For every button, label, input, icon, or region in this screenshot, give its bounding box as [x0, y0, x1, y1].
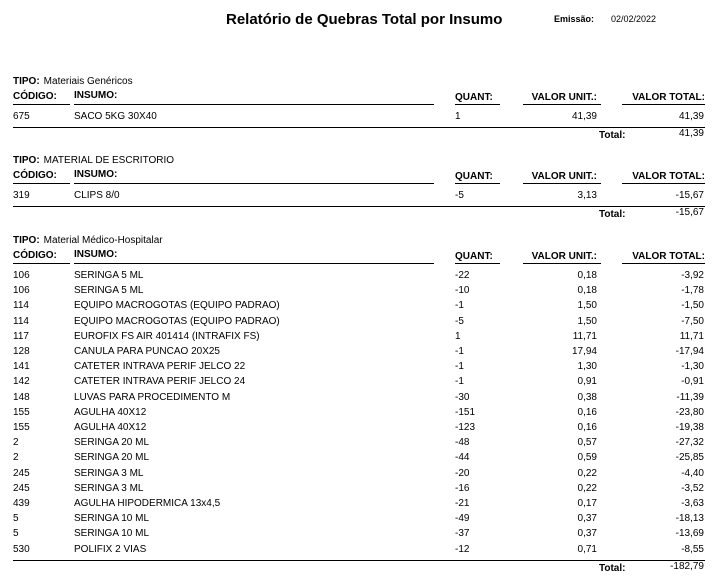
table-row: [0, 483, 727, 498]
report-header: [0, 0, 727, 40]
table-row: [0, 498, 727, 513]
row-codigo: 155: [13, 422, 30, 433]
row-codigo: 675: [13, 111, 30, 122]
table-row: [0, 528, 727, 543]
row-quant: 1: [455, 330, 461, 342]
header-valor-unit: VALOR UNIT.:: [531, 251, 597, 262]
table-row: [0, 270, 727, 285]
row-valor-unit: 3,13: [577, 190, 597, 201]
row-codigo: 114: [13, 315, 29, 327]
row-quant: -10: [455, 285, 470, 297]
row-valor-total: -1,30: [681, 361, 704, 373]
header-insumo: INSUMO:: [74, 90, 118, 101]
table-row: [0, 316, 727, 331]
row-quant: -1: [455, 346, 464, 357]
tipo-label: TIPO:: [13, 155, 40, 166]
row-insumo: EQUIPO MACROGOTAS (EQUIPO PADRAO): [74, 300, 280, 312]
row-codigo: 117: [13, 330, 29, 342]
row-valor-unit: 1,50: [577, 315, 597, 327]
header-underline: [622, 263, 705, 264]
row-valor-unit: 11,71: [572, 330, 597, 342]
tipo-line: [13, 155, 174, 166]
row-insumo: AGULHA HIPODERMICA 13x4,5: [74, 498, 221, 509]
row-codigo: 5: [13, 528, 19, 540]
row-valor-total: -23,80: [675, 406, 704, 418]
row-valor-unit: 41,39: [571, 111, 597, 122]
total-value: -182,79: [670, 560, 704, 572]
table-row: [0, 285, 727, 300]
total-label: Total:: [599, 562, 626, 574]
header-codigo: CÓDIGO:: [13, 91, 57, 102]
table-row: [0, 111, 727, 126]
row-valor-total: -8,55: [681, 543, 704, 555]
row-quant: -22: [455, 270, 470, 281]
row-insumo: SACO 5KG 30X40: [74, 111, 157, 122]
header-underline: [74, 263, 434, 264]
row-insumo: CANULA PARA PUNCAO 20X25: [74, 346, 220, 357]
row-insumo: AGULHA 40X12: [74, 422, 147, 433]
row-quant: -1: [455, 376, 464, 388]
row-valor-total: -27,32: [675, 437, 704, 449]
row-valor-unit: 0,22: [577, 482, 597, 494]
row-valor-total: -25,85: [675, 452, 704, 464]
row-quant: -49: [455, 513, 470, 525]
row-quant: -5: [455, 190, 464, 201]
row-valor-total: -19,38: [675, 422, 704, 433]
row-valor-unit: 0,18: [577, 285, 597, 297]
emissao-date: 02/02/2022: [611, 14, 657, 24]
row-codigo: 148: [13, 391, 30, 403]
row-quant: -151: [455, 406, 476, 418]
total-value: -15,67: [675, 207, 704, 219]
row-valor-unit: 0,16: [577, 422, 597, 433]
row-codigo: 106: [13, 285, 30, 297]
row-insumo: EUROFIX FS AIR 401414 (INTRAFIX FS): [74, 330, 260, 342]
row-codigo: 128: [13, 346, 30, 357]
header-insumo: INSUMO:: [74, 169, 118, 180]
table-row: [0, 544, 727, 559]
row-valor-total: -1,78: [681, 285, 704, 297]
row-codigo: 106: [13, 270, 30, 281]
row-codigo: 319: [13, 190, 30, 201]
table-row: [0, 513, 727, 528]
row-insumo: POLIFIX 2 VIAS: [74, 543, 147, 555]
table-row: [0, 392, 727, 407]
row-valor-total: -11,39: [676, 391, 704, 403]
table-row: [0, 361, 727, 376]
table-row: [0, 190, 727, 205]
row-quant: -123: [455, 422, 476, 433]
row-quant: -12: [455, 543, 470, 555]
row-valor-total: -1,50: [681, 300, 704, 312]
row-insumo: SERINGA 10 ML: [74, 528, 150, 540]
row-valor-unit: 0,57: [577, 437, 597, 449]
total-rule: [13, 206, 705, 207]
row-valor-unit: 0,38: [577, 391, 597, 403]
row-codigo: 142: [13, 376, 30, 388]
table-row: [0, 346, 727, 361]
header-underline: [455, 104, 500, 105]
row-valor-unit: 1,30: [577, 361, 597, 373]
table-row: [0, 376, 727, 391]
row-quant: -48: [455, 437, 470, 449]
row-valor-unit: 0,18: [577, 270, 597, 281]
header-insumo: INSUMO:: [74, 249, 118, 260]
row-quant: -37: [455, 528, 470, 540]
header-valor-unit: VALOR UNIT.:: [531, 92, 597, 103]
row-codigo: 155: [13, 406, 30, 418]
table-row: [0, 468, 727, 483]
row-valor-total: -3,92: [681, 270, 704, 281]
header-underline: [13, 183, 70, 184]
row-insumo: SERINGA 5 ML: [74, 285, 144, 297]
row-insumo: CATETER INTRAVA PERIF JELCO 24: [74, 376, 246, 388]
header-underline: [455, 263, 500, 264]
row-quant: -5: [455, 315, 464, 327]
row-codigo: 530: [13, 543, 30, 555]
header-codigo: CÓDIGO:: [13, 250, 57, 261]
row-quant: -21: [455, 498, 470, 509]
row-codigo: 2: [13, 452, 19, 464]
row-valor-total: 41,39: [678, 111, 704, 122]
row-insumo: CLIPS 8/0: [74, 190, 120, 201]
header-quant: QUANT:: [455, 92, 493, 103]
tipo-line: [13, 235, 163, 246]
table-row: [0, 437, 727, 452]
row-valor-total: -4,40: [681, 467, 704, 479]
row-valor-unit: 17,94: [571, 346, 597, 357]
row-valor-total: -3,63: [681, 498, 704, 509]
header-valor-total: VALOR TOTAL:: [632, 92, 705, 103]
row-insumo: SERINGA 20 ML: [74, 437, 150, 449]
row-valor-total: -7,50: [681, 315, 704, 327]
row-codigo: 5: [13, 513, 19, 525]
header-underline: [13, 263, 70, 264]
header-codigo: CÓDIGO:: [13, 170, 57, 181]
tipo-value: MATERIAL DE ESCRITORIO: [43, 155, 175, 166]
row-insumo: SERINGA 20 ML: [74, 452, 150, 464]
row-codigo: 141: [13, 361, 30, 373]
row-codigo: 114: [13, 300, 29, 312]
row-insumo: EQUIPO MACROGOTAS (EQUIPO PADRAO): [74, 315, 280, 327]
report-title: Relatório de Quebras Total por Insumo: [226, 11, 503, 28]
row-valor-unit: 0,17: [577, 498, 597, 509]
header-quant: QUANT:: [455, 171, 493, 182]
tipo-value: Material Médico-Hospitalar: [43, 235, 163, 246]
row-insumo: SERINGA 10 ML: [74, 513, 150, 525]
row-valor-total: 11,71: [679, 330, 704, 342]
row-codigo: 439: [13, 498, 30, 509]
row-valor-unit: 0,59: [577, 452, 597, 464]
total-value: 41,39: [678, 128, 704, 140]
row-valor-total: -13,69: [675, 528, 704, 540]
row-insumo: AGULHA 40X12: [74, 406, 147, 418]
header-underline: [523, 183, 601, 184]
table-row: [0, 331, 727, 346]
row-valor-unit: 0,37: [577, 528, 597, 540]
header-underline: [74, 183, 434, 184]
row-valor-unit: 0,91: [577, 376, 597, 388]
total-label: Total:: [599, 209, 626, 221]
header-underline: [622, 183, 705, 184]
header-quant: QUANT:: [455, 251, 493, 262]
header-valor-total: VALOR TOTAL:: [632, 251, 705, 262]
header-underline: [523, 263, 601, 264]
header-valor-unit: VALOR UNIT.:: [531, 171, 597, 182]
table-row: [0, 407, 727, 422]
row-valor-total: -15,67: [675, 190, 704, 201]
row-valor-total: -18,13: [675, 513, 704, 525]
tipo-label: TIPO:: [13, 76, 40, 87]
row-valor-total: -0,91: [681, 376, 704, 388]
total-rule: [13, 560, 705, 561]
tipo-value: Materiais Genéricos: [43, 76, 133, 87]
tipo-label: TIPO:: [13, 235, 40, 246]
row-valor-unit: 0,16: [577, 406, 597, 418]
row-codigo: 2: [13, 437, 19, 449]
row-codigo: 245: [13, 482, 30, 494]
total-label: Total:: [599, 130, 626, 142]
total-rule: [13, 127, 705, 128]
row-insumo: SERINGA 5 ML: [74, 270, 144, 281]
row-quant: -1: [455, 361, 464, 373]
header-underline: [13, 104, 70, 105]
header-underline: [622, 104, 705, 105]
row-valor-unit: 1,50: [577, 300, 597, 312]
table-row: [0, 422, 727, 437]
tipo-line: [13, 76, 133, 87]
row-insumo: LUVAS PARA PROCEDIMENTO M: [74, 391, 231, 403]
table-row: [0, 300, 727, 315]
row-valor-total: -17,94: [675, 346, 704, 357]
header-underline: [523, 104, 601, 105]
emissao-label: Emissão:: [554, 14, 595, 24]
row-valor-unit: 0,37: [577, 513, 597, 525]
row-quant: -20: [455, 467, 470, 479]
row-quant: -44: [455, 452, 470, 464]
header-underline: [455, 183, 500, 184]
row-valor-total: -3,52: [681, 482, 704, 494]
header-valor-total: VALOR TOTAL:: [632, 171, 705, 182]
table-row: [0, 452, 727, 467]
row-quant: 1: [455, 111, 461, 122]
row-codigo: 245: [13, 467, 30, 479]
row-insumo: SERINGA 3 ML: [74, 467, 144, 479]
row-quant: -16: [455, 482, 470, 494]
row-insumo: SERINGA 3 ML: [74, 482, 144, 494]
row-quant: -30: [455, 391, 470, 403]
row-quant: -1: [455, 300, 464, 312]
row-valor-unit: 0,71: [577, 543, 597, 555]
header-underline: [74, 104, 434, 105]
row-insumo: CATETER INTRAVA PERIF JELCO 22: [74, 361, 246, 373]
row-valor-unit: 0,22: [577, 467, 597, 479]
